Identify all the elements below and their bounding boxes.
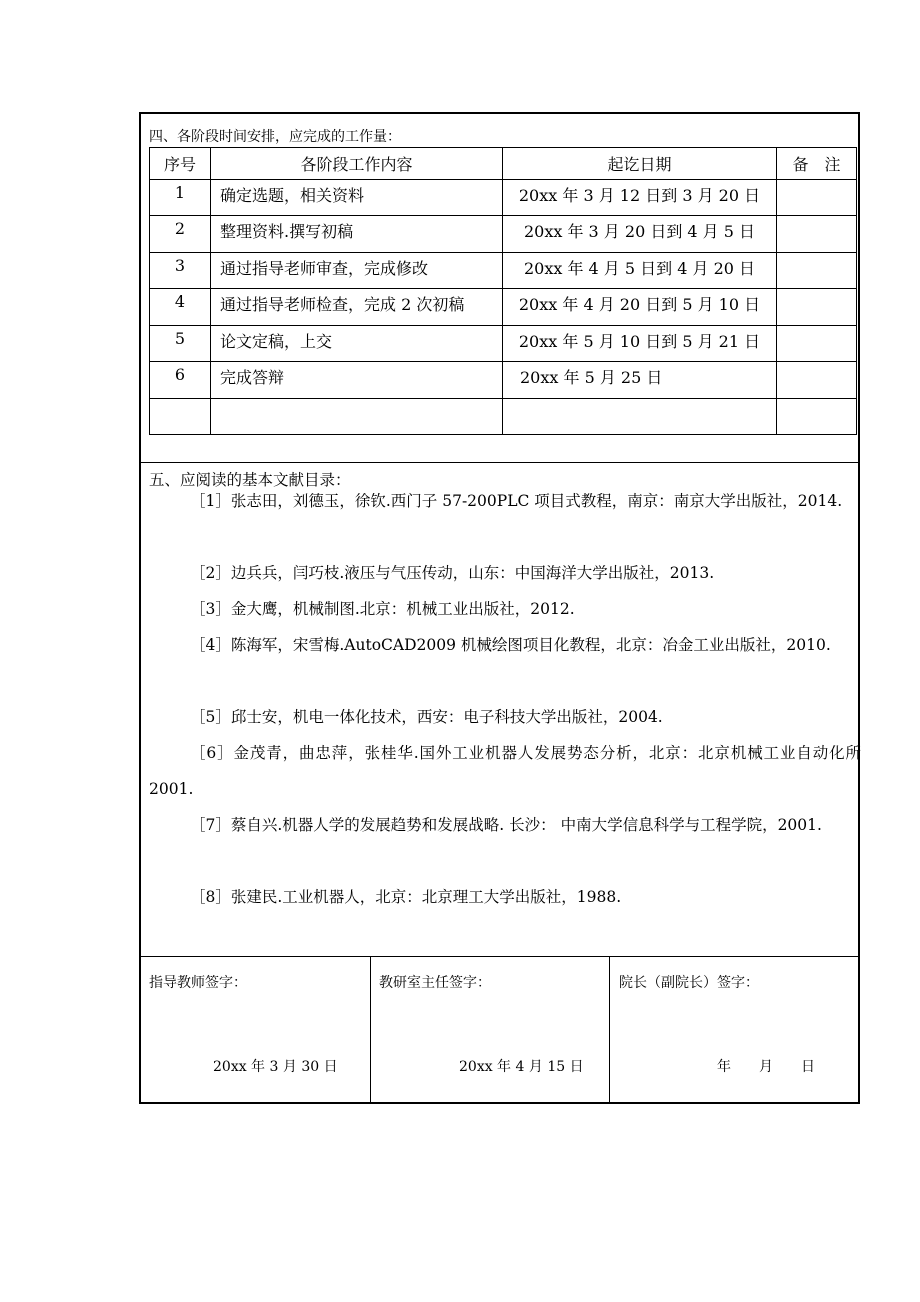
row-num: 5	[150, 325, 211, 361]
signature-column-divider	[609, 956, 610, 1102]
reference-item: ［6］金茂青，曲忠萍，张桂华.国外工业机器人发展势态分析，北京：北京机械工业自动化所 2001.	[149, 744, 861, 798]
row-num: 3	[150, 252, 211, 288]
row-content: 通过指导老师审查，完成修改	[211, 252, 503, 288]
header-num: 序号	[150, 148, 211, 180]
table-row	[150, 216, 857, 252]
table-row	[150, 362, 857, 398]
signature-divider	[141, 956, 858, 957]
task-form-frame	[139, 112, 860, 1104]
row-content	[211, 398, 503, 434]
row-content: 确定选题，相关资料	[211, 180, 503, 216]
reference-item: ［8］张建民.工业机器人，北京：北京理工大学出版社，1988.	[190, 888, 622, 906]
table-row	[150, 252, 857, 288]
row-num: 4	[150, 289, 211, 325]
row-num	[150, 398, 211, 434]
reference-item: ［1］张志田，刘德玉，徐钦.西门子 57-200PLC 项目式教程，南京：南京大学出版社，2014.	[190, 492, 843, 510]
section4-title: 四、各阶段时间安排，应完成的工作量：	[149, 129, 401, 145]
row-num: 1	[150, 180, 211, 216]
table-header-row	[150, 148, 857, 180]
row-note	[777, 325, 857, 361]
section5-title: 五、应阅读的基本文献目录：	[149, 471, 351, 489]
row-num: 2	[150, 216, 211, 252]
reference-item: ［4］陈海军，宋雪梅.AutoCAD2009 机械绘图项目化教程，北京：冶金工业出版社，2010.	[190, 636, 831, 654]
header-content: 各阶段工作内容	[211, 148, 503, 180]
row-date	[503, 398, 777, 434]
row-content: 整理资料.撰写初稿	[211, 216, 503, 252]
header-note: 备 注	[777, 148, 857, 180]
row-note	[777, 252, 857, 288]
director-signature-label: 教研室主任签字：	[379, 975, 491, 991]
row-date: 20xx 年 5 月 10 日到 5 月 21 日	[503, 325, 777, 361]
section-divider	[141, 462, 858, 463]
row-date: 20xx 年 3 月 12 日到 3 月 20 日	[503, 180, 777, 216]
table-row	[150, 289, 857, 325]
table-row	[150, 180, 857, 216]
row-date: 20xx 年 4 月 20 日到 5 月 10 日	[503, 289, 777, 325]
row-content: 论文定稿，上交	[211, 325, 503, 361]
row-num: 6	[150, 362, 211, 398]
dean-signature-date: 年 月 日	[717, 1059, 815, 1075]
header-date: 起讫日期	[503, 148, 777, 180]
reference-item: ［2］边兵兵，闫巧枝.液压与气压传动，山东：中国海洋大学出版社，2013.	[190, 564, 715, 582]
row-note	[777, 362, 857, 398]
row-date: 20xx 年 3 月 20 日到 4 月 5 日	[503, 216, 777, 252]
row-date: 20xx 年 4 月 5 日到 4 月 20 日	[503, 252, 777, 288]
row-content: 通过指导老师检查，完成 2 次初稿	[211, 289, 503, 325]
reference-item: ［3］金大鹰，机械制图.北京：机械工业出版社，2012.	[190, 600, 575, 618]
row-note	[777, 180, 857, 216]
row-note	[777, 398, 857, 434]
table-row	[150, 325, 857, 361]
signature-column-divider	[370, 956, 371, 1102]
row-date: 20xx 年 5 月 25 日	[503, 362, 777, 398]
row-note	[777, 289, 857, 325]
reference-item: ［5］邱士安，机电一体化技术，西安：电子科技大学出版社，2004.	[190, 708, 663, 726]
table-row	[150, 398, 857, 434]
advisor-signature-label: 指导教师签字：	[149, 975, 247, 991]
schedule-table	[149, 147, 857, 435]
director-signature-date: 20xx 年 4 月 15 日	[459, 1059, 584, 1075]
row-content: 完成答辩	[211, 362, 503, 398]
advisor-signature-date: 20xx 年 3 月 30 日	[213, 1059, 338, 1075]
dean-signature-label: 院长（副院长）签字：	[619, 975, 759, 991]
reference-item: ［7］蔡自兴.机器人学的发展趋势和发展战略. 长沙： 中南大学信息科学与工程学院，2001.	[190, 816, 822, 834]
row-note	[777, 216, 857, 252]
